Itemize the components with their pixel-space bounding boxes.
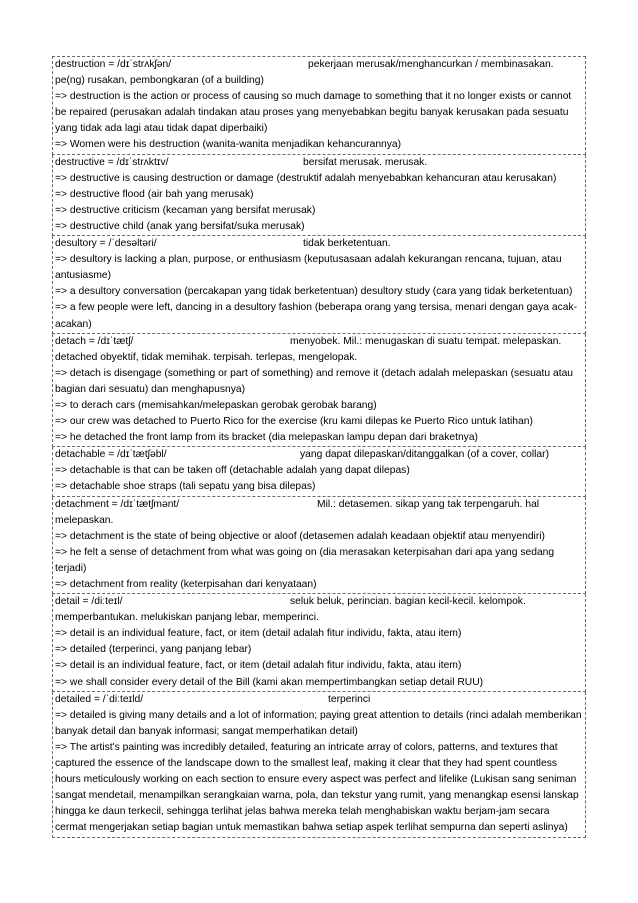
entry-line: => destruction is the action or process of causing so much damage to something that it no longer exists or cannot be repaired (perusakan adalah tindakan atau proses yang menyebabkan begitu banyak kerusakan pada sesuatu yang tidak ada lagi atau tidak dapat diperbaiki) — [55, 91, 572, 135]
entry-line: => detail is an individual feature, fact, or item (detail adalah fitur individu, fakta, atau item) — [55, 628, 462, 640]
entry-header — [55, 57, 583, 73]
entry-header — [55, 155, 583, 171]
entry-line: => detachable is that can be taken off (detachable adalah yang dapat dilepas) — [55, 465, 410, 477]
entry-line: => The artist's painting was incredibly detailed, featuring an intricate array of colors, patterns, and textures that captured the essence of the landscape down to the smallest leaf, making it clear that they had spent countless hours meticulously working on each section to ensure every aspect was perfect and lifelike (Lukisan sang seniman sangat mendetail, menampilkan serangkaian warna, pola, dan tekstur yang rumit, yang menangkap esensi lanskap hingga ke daun terkecil, sehingga terlihat jelas bahwa mereka telah menghabiskan waktu berjam-jam secara cermat mengerjakan setiap bagian untuk memastikan bahwa setiap aspek terlihat sempurna dan seperti aslinya) — [55, 741, 579, 834]
entry-line: => destructive is causing destruction or damage (destruktif adalah menyebabkan kehancuran atau kerusakan) — [55, 172, 557, 184]
dictionary-entry — [52, 447, 586, 496]
headword: detail = /diːteɪl/ — [55, 596, 123, 608]
definition: menyobek. Mil.: menugaskan di suatu tempat. melepaskan. — [290, 335, 562, 347]
headword: destruction = /dɪˈstrʌkʃən/ — [55, 59, 172, 70]
definition: terperinci — [328, 693, 371, 705]
entry-header — [55, 594, 583, 610]
entry-line: detached obyektif, tidak memihak. terpisah. terlepas, mengelopak. — [55, 351, 358, 363]
entry-line: => Women were his destruction (wanita-wanita menjadikan kehancurannya) — [55, 139, 402, 151]
entry-line: memperbantukan. melukiskan panjang lebar, memperinci. — [55, 612, 319, 624]
entry-line: => detachment is the state of being objective or aloof (detasemen adalah keadaan objektif atau menyendiri) — [55, 530, 545, 542]
document-body — [52, 56, 586, 838]
entry-line: => detach is disengage (something or part of something) and remove it (detach adalah melepaskan (sesuatu atau bagian dari sesuatu) dan menghapusnya) — [55, 367, 574, 395]
entry-line: => destructive child (anak yang bersifat/suka merusak) — [55, 220, 305, 232]
entry-header — [55, 497, 583, 513]
dictionary-entry — [52, 334, 586, 448]
headword: detachable = /dɪˈtætʃəbl/ — [55, 449, 167, 461]
entry-line: => a few people were left, dancing in a desultory fashion (beberapa orang yang tersisa, menari dengan gaya acak-acakan) — [55, 302, 578, 330]
definition: Mil.: detasemen. sikap yang tak terpengaruh. hal — [317, 498, 540, 510]
definition: seluk beluk, perincian. bagian kecil-kecil. kelompok. — [290, 596, 526, 608]
definition: tidak berketentuan. — [303, 238, 391, 250]
entry-line: => a desultory conversation (percakapan yang tidak berketentuan) desultory study (cara yang tidak berketentuan) — [55, 286, 573, 298]
entry-line: pe(ng) rusakan, pembongkaran (of a building) — [55, 75, 264, 87]
entry-line: => he detached the front lamp from its bracket (dia melepaskan lampu depan dari braketnya) — [55, 432, 478, 444]
entry-line: => to derach cars (memisahkan/melepaskan gerobak gerobak barang) — [55, 399, 377, 411]
dictionary-entry — [52, 155, 586, 236]
entry-header — [55, 334, 583, 350]
headword: destructive = /dɪˈstrʌktɪv/ — [55, 156, 169, 168]
dictionary-entry — [52, 497, 586, 595]
definition: yang dapat dilepaskan/ditanggalkan (of a cover, collar) — [300, 449, 550, 461]
entry-header — [55, 236, 583, 252]
dictionary-entry — [52, 56, 586, 155]
entry-line: => our crew was detached to Puerto Rico for the exercise (kru kami dilepas ke Puerto Rico untuk latihan) — [55, 416, 533, 428]
headword: detachment = /dɪˈtætʃmənt/ — [55, 498, 180, 510]
headword: detailed = /ˈdiːteɪld/ — [55, 693, 144, 705]
definition: bersifat merusak. merusak. — [303, 156, 428, 168]
dictionary-entry — [52, 236, 586, 334]
entry-line: => detailed (terperinci, yang panjang lebar) — [55, 644, 252, 656]
entry-line: => detachment from reality (keterpisahan dari kenyataan) — [55, 579, 317, 590]
entry-line: => detachable shoe straps (tali sepatu yang bisa dilepas) — [55, 481, 316, 493]
dictionary-entry — [52, 594, 586, 692]
entry-line: => detail is an individual feature, fact, or item (detail adalah fitur individu, fakta, atau item) — [55, 660, 462, 672]
entry-line: => detailed is giving many details and a lot of information; paying great attention to details (rinci adalah memberikan banyak detail dan banyak informasi; sangat memperhatikan detail) — [55, 709, 582, 737]
entry-line: => destructive flood (air bah yang merusak) — [55, 188, 254, 200]
headword: detach = /dɪˈtætʃ/ — [55, 335, 134, 347]
entry-line: => he felt a sense of detachment from what was going on (dia merasakan keterpisahan dari apa yang sedang terjadi) — [55, 546, 555, 574]
definition: pekerjaan merusak/menghancurkan / membinasakan. — [308, 59, 554, 70]
entry-line: => destructive criticism (kecaman yang bersifat merusak) — [55, 204, 316, 216]
entry-line: => desultory is lacking a plan, purpose, or enthusiasm (keputusasaan adalah kekurangan rencana, tujuan, atau antusiasme) — [55, 254, 562, 282]
entry-line: melepaskan. — [55, 514, 114, 526]
entry-line: => we shall consider every detail of the Bill (kami akan mempertimbangkan setiap detail RUU) — [55, 676, 484, 688]
dictionary-entry — [52, 692, 586, 838]
headword: desultory = /ˈdesəltəri/ — [55, 238, 157, 250]
entry-header — [55, 692, 583, 708]
entry-header — [55, 447, 583, 463]
